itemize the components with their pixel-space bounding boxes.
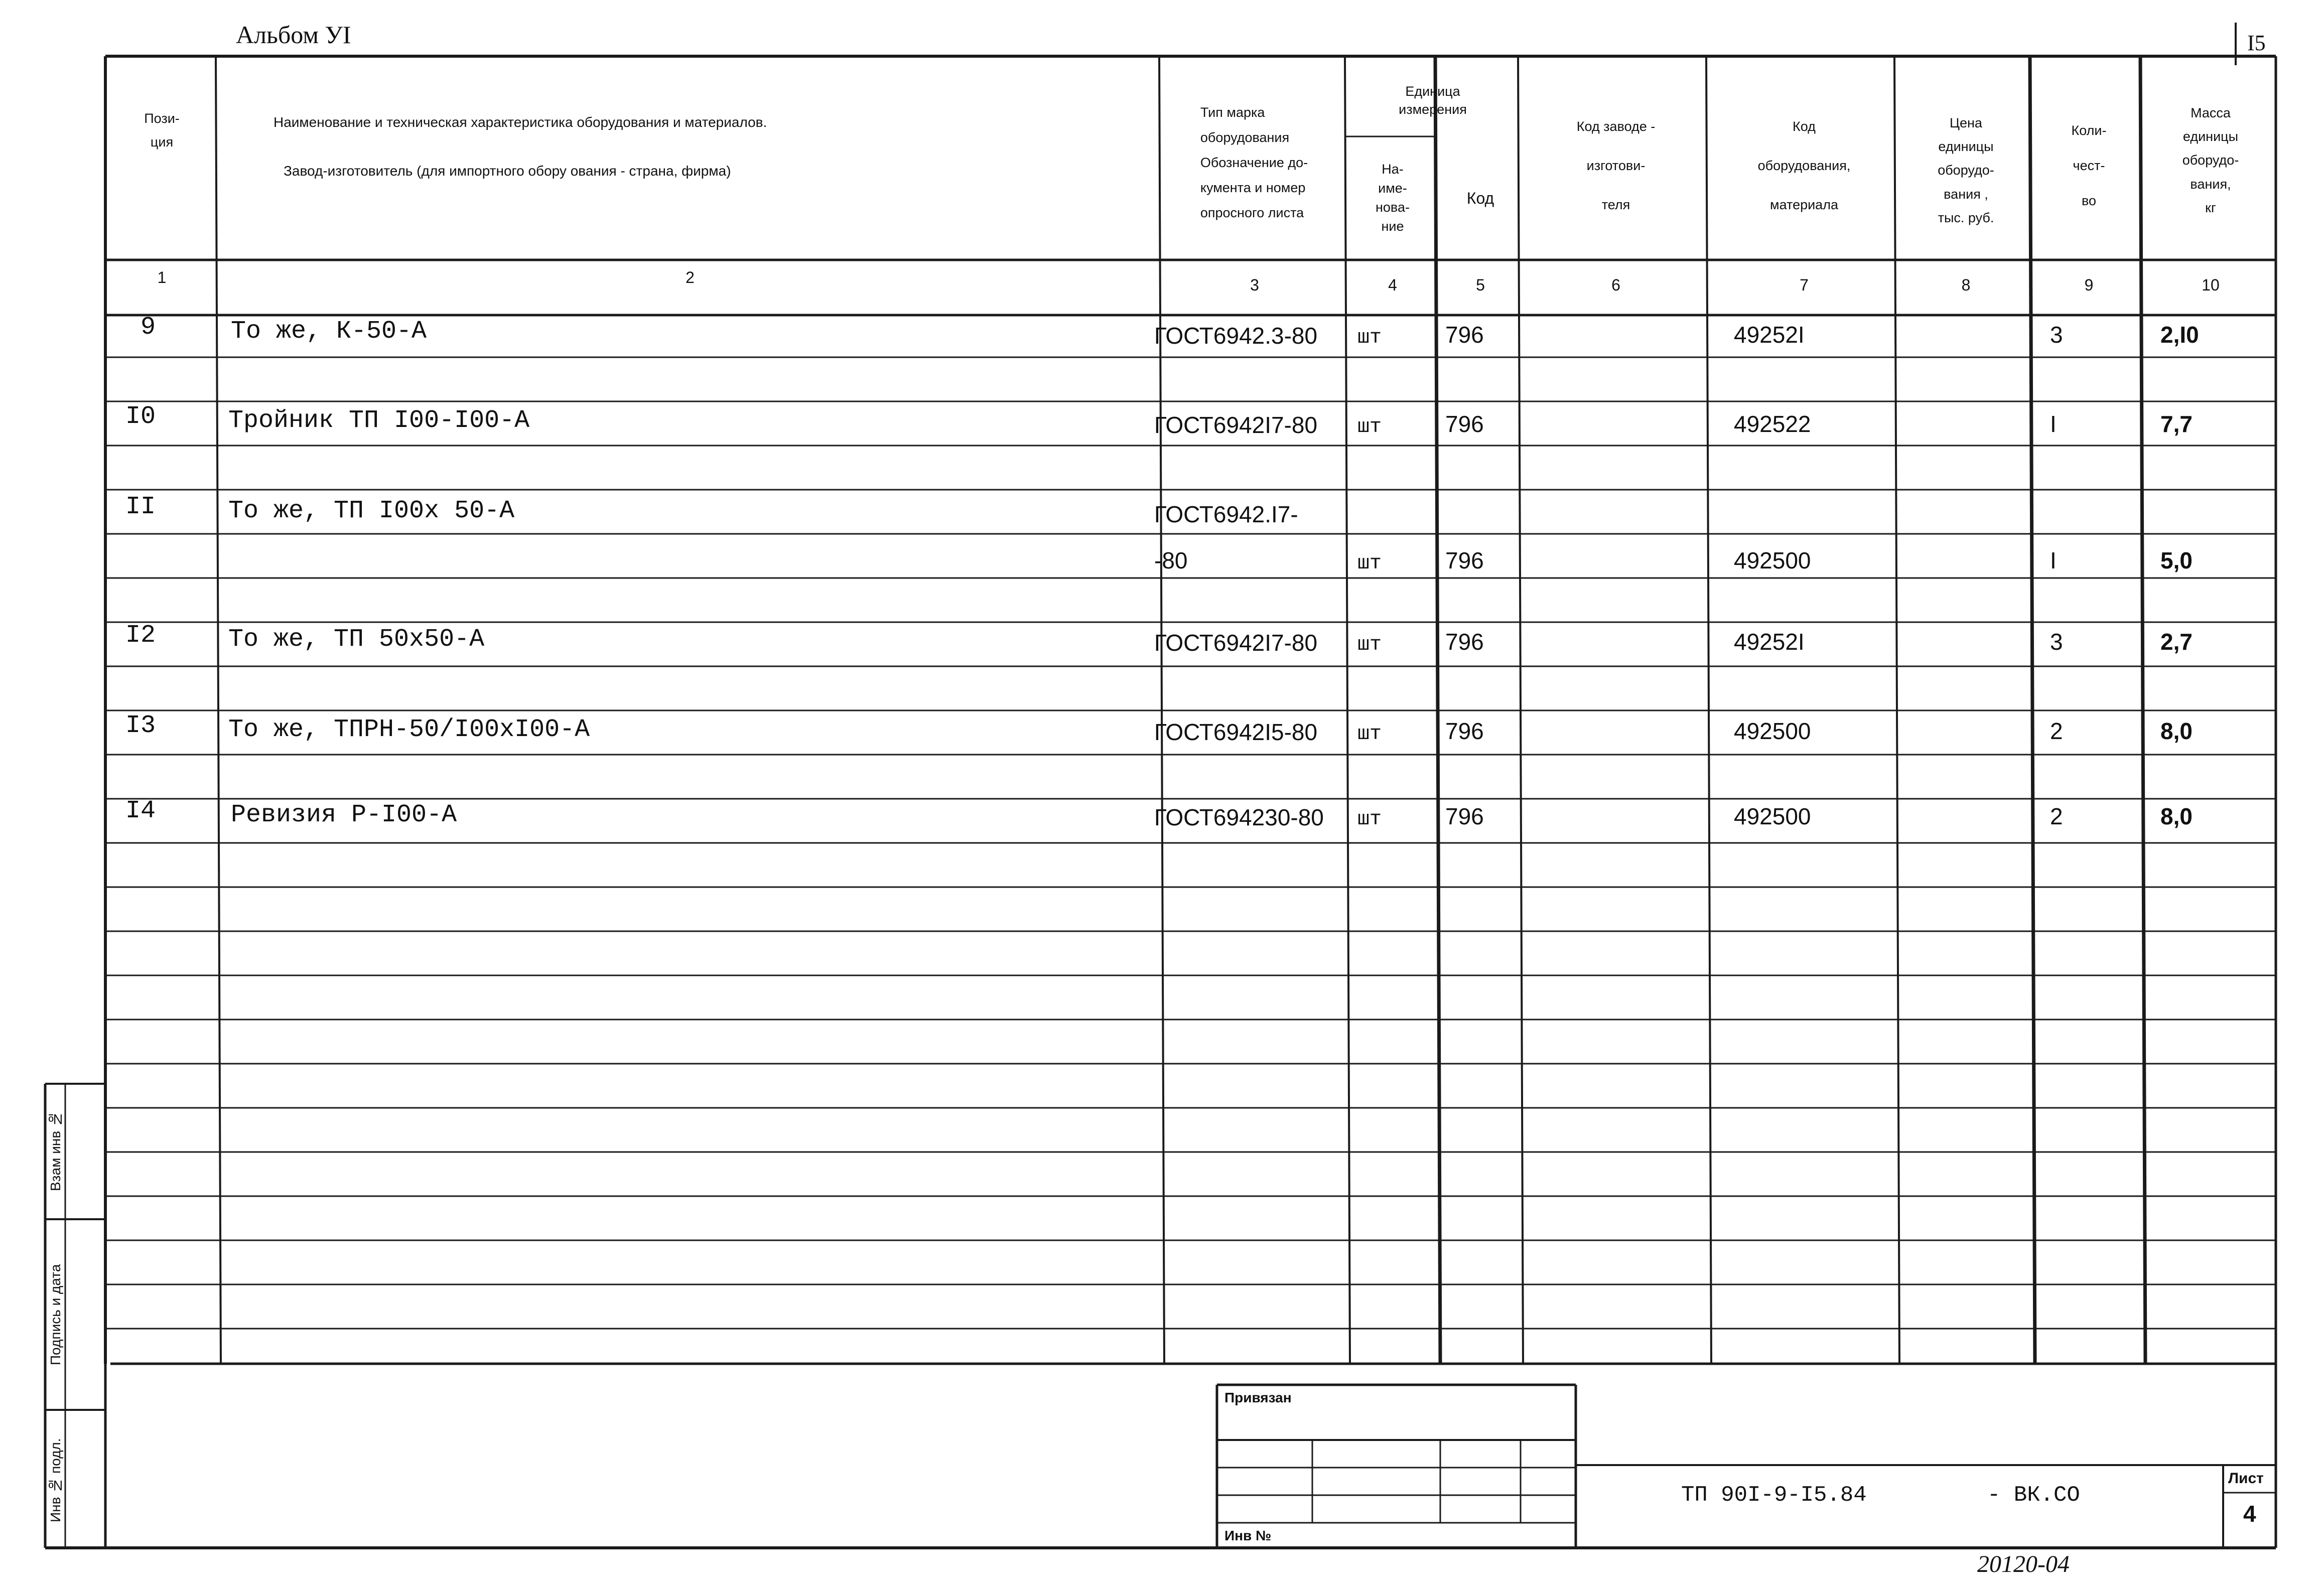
row-position: 9 (141, 313, 156, 342)
col-header-mass: Масса единицы оборудо- вания, кг (2182, 105, 2239, 215)
stamp-signature-date: Подпись и дата (48, 1264, 63, 1365)
col-number-3: 3 (1250, 276, 1259, 294)
row-equipment-code: 492522 (1734, 411, 1811, 437)
row-unit-code: 796 (1445, 803, 1484, 829)
document-code-suffix: - ВК.СО (1987, 1483, 2080, 1508)
row-name: То же, ТПРН-50/I00хI00-А (228, 715, 590, 744)
col-header-equipment-code: Код оборудования, материала (1757, 118, 1851, 213)
col-header-unit-code: Код (1466, 189, 1494, 207)
stamp-vzam-inv: Взам инв № (48, 1111, 63, 1192)
row-mass: 5,0 (2160, 547, 2193, 573)
row-quantity: 3 (2050, 629, 2063, 655)
row-position: II (125, 493, 156, 521)
row-unit-code: 796 (1445, 718, 1484, 744)
row-document: ГОСТ694230-80 (1154, 804, 1324, 830)
row-document: ГОСТ6942.I7- (1154, 501, 1298, 527)
col-header-quantity: Коли- чест- во (2071, 122, 2107, 209)
row-unit-code: 796 (1445, 547, 1484, 573)
col-number-6: 6 (1611, 276, 1620, 294)
row-position: I0 (125, 402, 156, 431)
row-mass: 8,0 (2160, 803, 2193, 829)
col-header-position: Пози- ция (144, 110, 180, 150)
row-quantity: I (2050, 547, 2057, 573)
row-unit: шт (1357, 634, 1382, 656)
row-unit: шт (1357, 808, 1382, 831)
row-mass: 7,7 (2160, 411, 2193, 437)
col-header-type-doc: Тип марка оборудования Обозначение до- кумента и номер опросного листа (1200, 105, 1308, 220)
page-number: I5 (2247, 31, 2266, 55)
sheet-number: 4 (2243, 1501, 2256, 1527)
row-unit: шт (1357, 552, 1382, 575)
col-header-maker-code: Код заводе - изготови- теля (1576, 118, 1656, 213)
col-number-5: 5 (1476, 276, 1485, 294)
row-name: Тройник ТП I00-I00-А (228, 406, 530, 435)
document-code: ТП 90I-9-I5.84 (1681, 1483, 1867, 1508)
row-quantity: 3 (2050, 322, 2063, 348)
row-document: ГОСТ6942I7-80 (1154, 630, 1318, 656)
col-number-9: 9 (2084, 276, 2094, 294)
row-unit: шт (1357, 416, 1382, 439)
col-number-1: 1 (157, 268, 167, 286)
row-equipment-code: 49252I (1734, 629, 1805, 655)
row-mass: 8,0 (2160, 718, 2193, 744)
row-unit: шт (1357, 327, 1382, 349)
col-number-4: 4 (1388, 276, 1397, 294)
album-label: Альбом УI (236, 21, 351, 49)
col-header-price: Цена единицы оборудо- вания , тыс. руб. (1938, 115, 1994, 225)
row-unit-code: 796 (1445, 322, 1484, 348)
col-header-name-line2: Завод-изготовитель (для импортного обору ования - страна, фирма) (284, 163, 731, 179)
row-equipment-code: 49252I (1734, 322, 1805, 348)
col-number-2: 2 (686, 268, 695, 286)
inv-no-label: Инв № (1224, 1528, 1272, 1543)
row-position: I4 (125, 797, 156, 825)
row-document: ГОСТ6942I7-80 (1154, 412, 1318, 438)
row-name: То же, К-50-А (231, 317, 427, 346)
row-position: I2 (125, 621, 156, 650)
col-header-unit-group: Единица измерения (1399, 83, 1467, 117)
row-mass: 2,I0 (2160, 322, 2199, 348)
row-name: Ревизия Р-I00-А (231, 801, 457, 829)
sheet-label: Лист (2228, 1470, 2264, 1487)
privyazan-label: Привязан (1224, 1390, 1292, 1405)
col-number-7: 7 (1800, 276, 1809, 294)
row-unit: шт (1357, 723, 1382, 746)
handwritten-note: 20120-04 (1977, 1551, 2070, 1577)
row-document-continued: -80 (1154, 547, 1188, 573)
row-unit-code: 796 (1445, 411, 1484, 437)
row-equipment-code: 492500 (1734, 718, 1811, 744)
col-number-10: 10 (2202, 276, 2220, 294)
row-document: ГОСТ6942.3-80 (1154, 323, 1318, 349)
row-equipment-code: 492500 (1734, 547, 1811, 573)
row-quantity: 2 (2050, 803, 2063, 829)
stamp-inv-podl: Инв № подл. (48, 1438, 63, 1522)
col-header-name-line1: Наименование и техническая характеристика оборудования и материалов. (274, 114, 767, 130)
col-header-unit-name: На- име- нова- ние (1376, 162, 1410, 234)
row-equipment-code: 492500 (1734, 803, 1811, 829)
row-name: То же, ТП I00х 50-А (228, 497, 515, 525)
row-mass: 2,7 (2160, 629, 2193, 655)
col-number-8: 8 (1961, 276, 1971, 294)
row-document: ГОСТ6942I5-80 (1154, 719, 1318, 745)
row-quantity: I (2050, 411, 2057, 437)
row-position: I3 (125, 711, 156, 740)
row-unit-code: 796 (1445, 629, 1484, 655)
row-quantity: 2 (2050, 718, 2063, 744)
row-name: То же, ТП 50х50-А (228, 625, 485, 654)
